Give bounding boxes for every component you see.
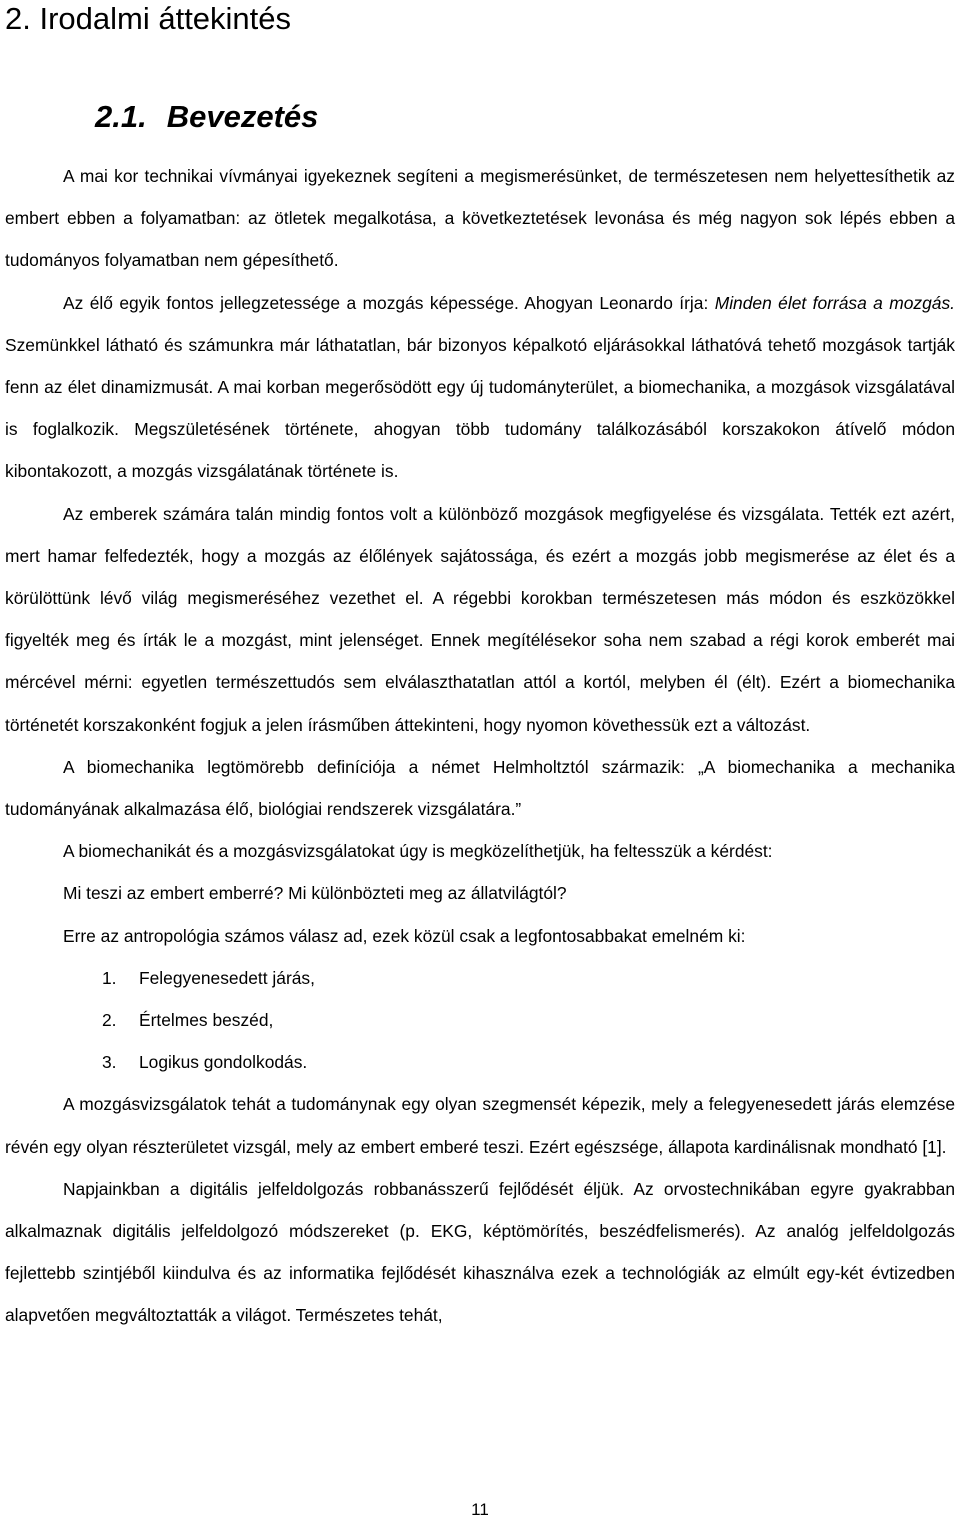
page-number: 11 [471,1500,489,1519]
paragraph-7: Erre az antropológia számos válasz ad, ezek közül csak a legfontosabbakat emelném ki: [63,925,746,946]
paragraph-9: Napjainkban a digitális jelfeldolgozás robbanásszerű fejlődését éljük. Az orvostechnikában egyre gyakrabban alkalmaznak digitális jelfeldolgozó módszereket (p. EKG, képtömörítés, beszédfelismerés). Az analóg jelfeldolgozás fejlettebb szintjéből kiindulva és az informatika fejlődését kihasználva ezek a technológiák az elmúlt egy-két évtizedben alapvetően megváltoztatták a világot. Természetes tehát, [5,1178,955,1326]
document-page [5,0,955,1521]
list-item [5,999,955,1041]
list-item-text: Értelmes beszéd, [139,1010,274,1031]
paragraph-8: A mozgásvizsgálatok tehát a tudománynak egy olyan szegmensét képezik, mely a felegyenesedett járás elemzése révén egy olyan részterületet vizsgál, mely az embert emberé teszi. Ezért egészsége, állapota kardinálisnak mondható [1]. [5,1094,955,1157]
paragraph-3: Az emberek számára talán mindig fontos volt a különböző mozgások megfigyelése és vizsgálata. Tették ezt azért, mert hamar felfedezték, hogy a mozgás az élőlények sajátossága, és ezért a mozgás jobb megismerése az élet és a körülöttünk lévő világ megismeréséhez vezethet el. A régebbi korokban természetesen más módon és eszközökkel figyelték meg és írták le a mozgást, mint jelenséget. Ennek megítélésekor soha nem szabad a régi korok emberét mai mércével mérni: egyetlen természettudós sem elválaszthatatlan attól a kortól, melyben él (élt). Ezért a biomechanika történetét korszakonként fogjuk a jelen írásműben áttekinteni, hogy nyomon követhessük ezt a változást. [5,503,955,735]
leonardo-quote: Minden élet forrása a mozgás. [714,292,955,313]
list-item-number: 2. [102,1010,117,1031]
paragraph-2-rest: Szemünkkel látható és számunkra már láthatatlan, bár bizonyos képalkotó eljárásokkal láthatóvá tehető mozgások tartják fenn az élet dinamizmusát. A mai korban megerősödött egy új tudományterület, a biomechanika, a mozgások vizsgálatával is foglalkozik. Megszületésének története, ahogyan több tudomány találkozásából korszakokon átívelő módon kibontakozott, a mozgás vizsgálatának története is. [5,334,955,482]
chapter-heading: 2. Irodalmi áttekintés [5,1,292,36]
list-item-text: Felegyenesedett járás, [139,967,315,988]
section-number: 2.1. [95,99,147,134]
list-item-number: 3. [102,1052,117,1073]
paragraph-2-intro: Az élő egyik fontos jellegzetessége a mozgás képessége. Ahogyan Leonardo írja: [63,292,715,313]
list-item-number: 1. [102,967,117,988]
list-item [5,957,955,999]
body-text [5,155,955,1337]
numbered-list [5,957,955,1084]
list-item [5,1041,955,1083]
paragraph-4: A biomechanika legtömörebb definíciója a német Helmholtztól származik: „A biomechanika a mechanika tudományának alkalmazása élő, biológiai rendszerek vizsgálatára.” [5,756,955,820]
paragraph-1: A mai kor technikai vívmányai igyekeznek segíteni a megismerésünket, de természetesen nem helyettesíthetik az embert ebben a folyamatban: az ötletek megalkotása, a következtetések levonása és még nagyon sok lépés ebben a tudományos folyamatban nem gépesíthető. [5,166,955,271]
paragraph-5: A biomechanikát és a mozgásvizsgálatokat úgy is megközelíthetjük, ha feltesszük a kérdést: [63,841,773,862]
paragraph-2 [5,282,955,493]
section-heading [95,97,318,137]
paragraph-6: Mi teszi az embert emberré? Mi különbözteti meg az állatvilágtól? [63,883,567,904]
list-item-text: Logikus gondolkodás. [139,1052,308,1073]
section-title: Bevezetés [166,99,319,134]
